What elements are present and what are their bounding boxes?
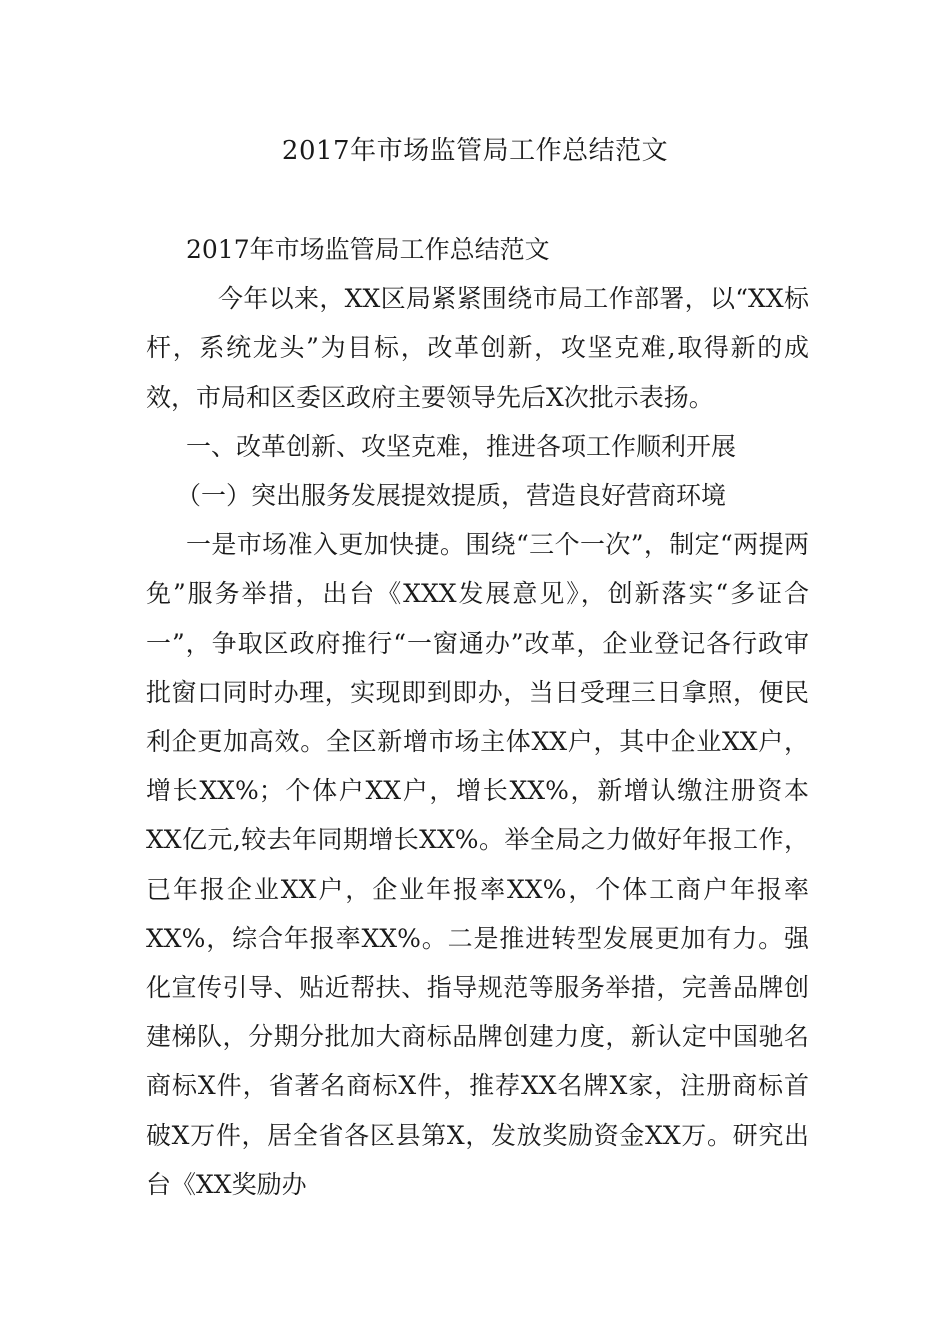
document-subtitle: 2017年市场监管局工作总结范文 xyxy=(186,235,550,264)
subsection-heading: （一）突出服务发展提效提质，营造良好营商环境 xyxy=(176,481,727,511)
document-title: 2017年市场监管局工作总结范文 xyxy=(281,136,669,166)
section-heading: 一、改革创新、攻坚克难，推进各项工作顺利开展 xyxy=(186,431,737,461)
intro-paragraph: 今年以来，XX区局紧紧围绕市局工作部署，以“XX标杆，系统龙头”为目标，改革创新，攻坚克难,取得新的成效，市局和区委区政府主要领导先后X次批示表扬。 xyxy=(146,284,809,412)
body-paragraph: 一是市场准入更加快捷。围绕“三个一次”，制定“两提两免”服务举措，出台《XXX发展意见》，创新落实“多证合一”，争取区政府推行“一窗通办”改革，企业登记各行政审批窗口同时办理，实现即到即办，当日受理三日拿照，便民利企更加高效。全区新增市场主体XX户，其中企业XX户，增长XX%；个体户XX户，增长XX%，新增认缴注册资本XX亿元,较去年同期增长XX%。举全局之力做好年报工作，已年报企业XX户，企业年报率XX%，个体工商户年报率XX%，综合年报率XX%。二是推进转型发展更加有力。强化宣传引导、贴近帮扶、指导规范等服务举措，完善品牌创建梯队，分期分批加大商标品牌创建力度，新认定中国驰名商标X件，省著名商标X件，推荐XX名牌X家，注册商标首破X万件，居全省各区县第X，发放奖励资金XX万。研究出台《XX奖励办 xyxy=(146,530,809,1199)
document-body xyxy=(146,225,809,1209)
